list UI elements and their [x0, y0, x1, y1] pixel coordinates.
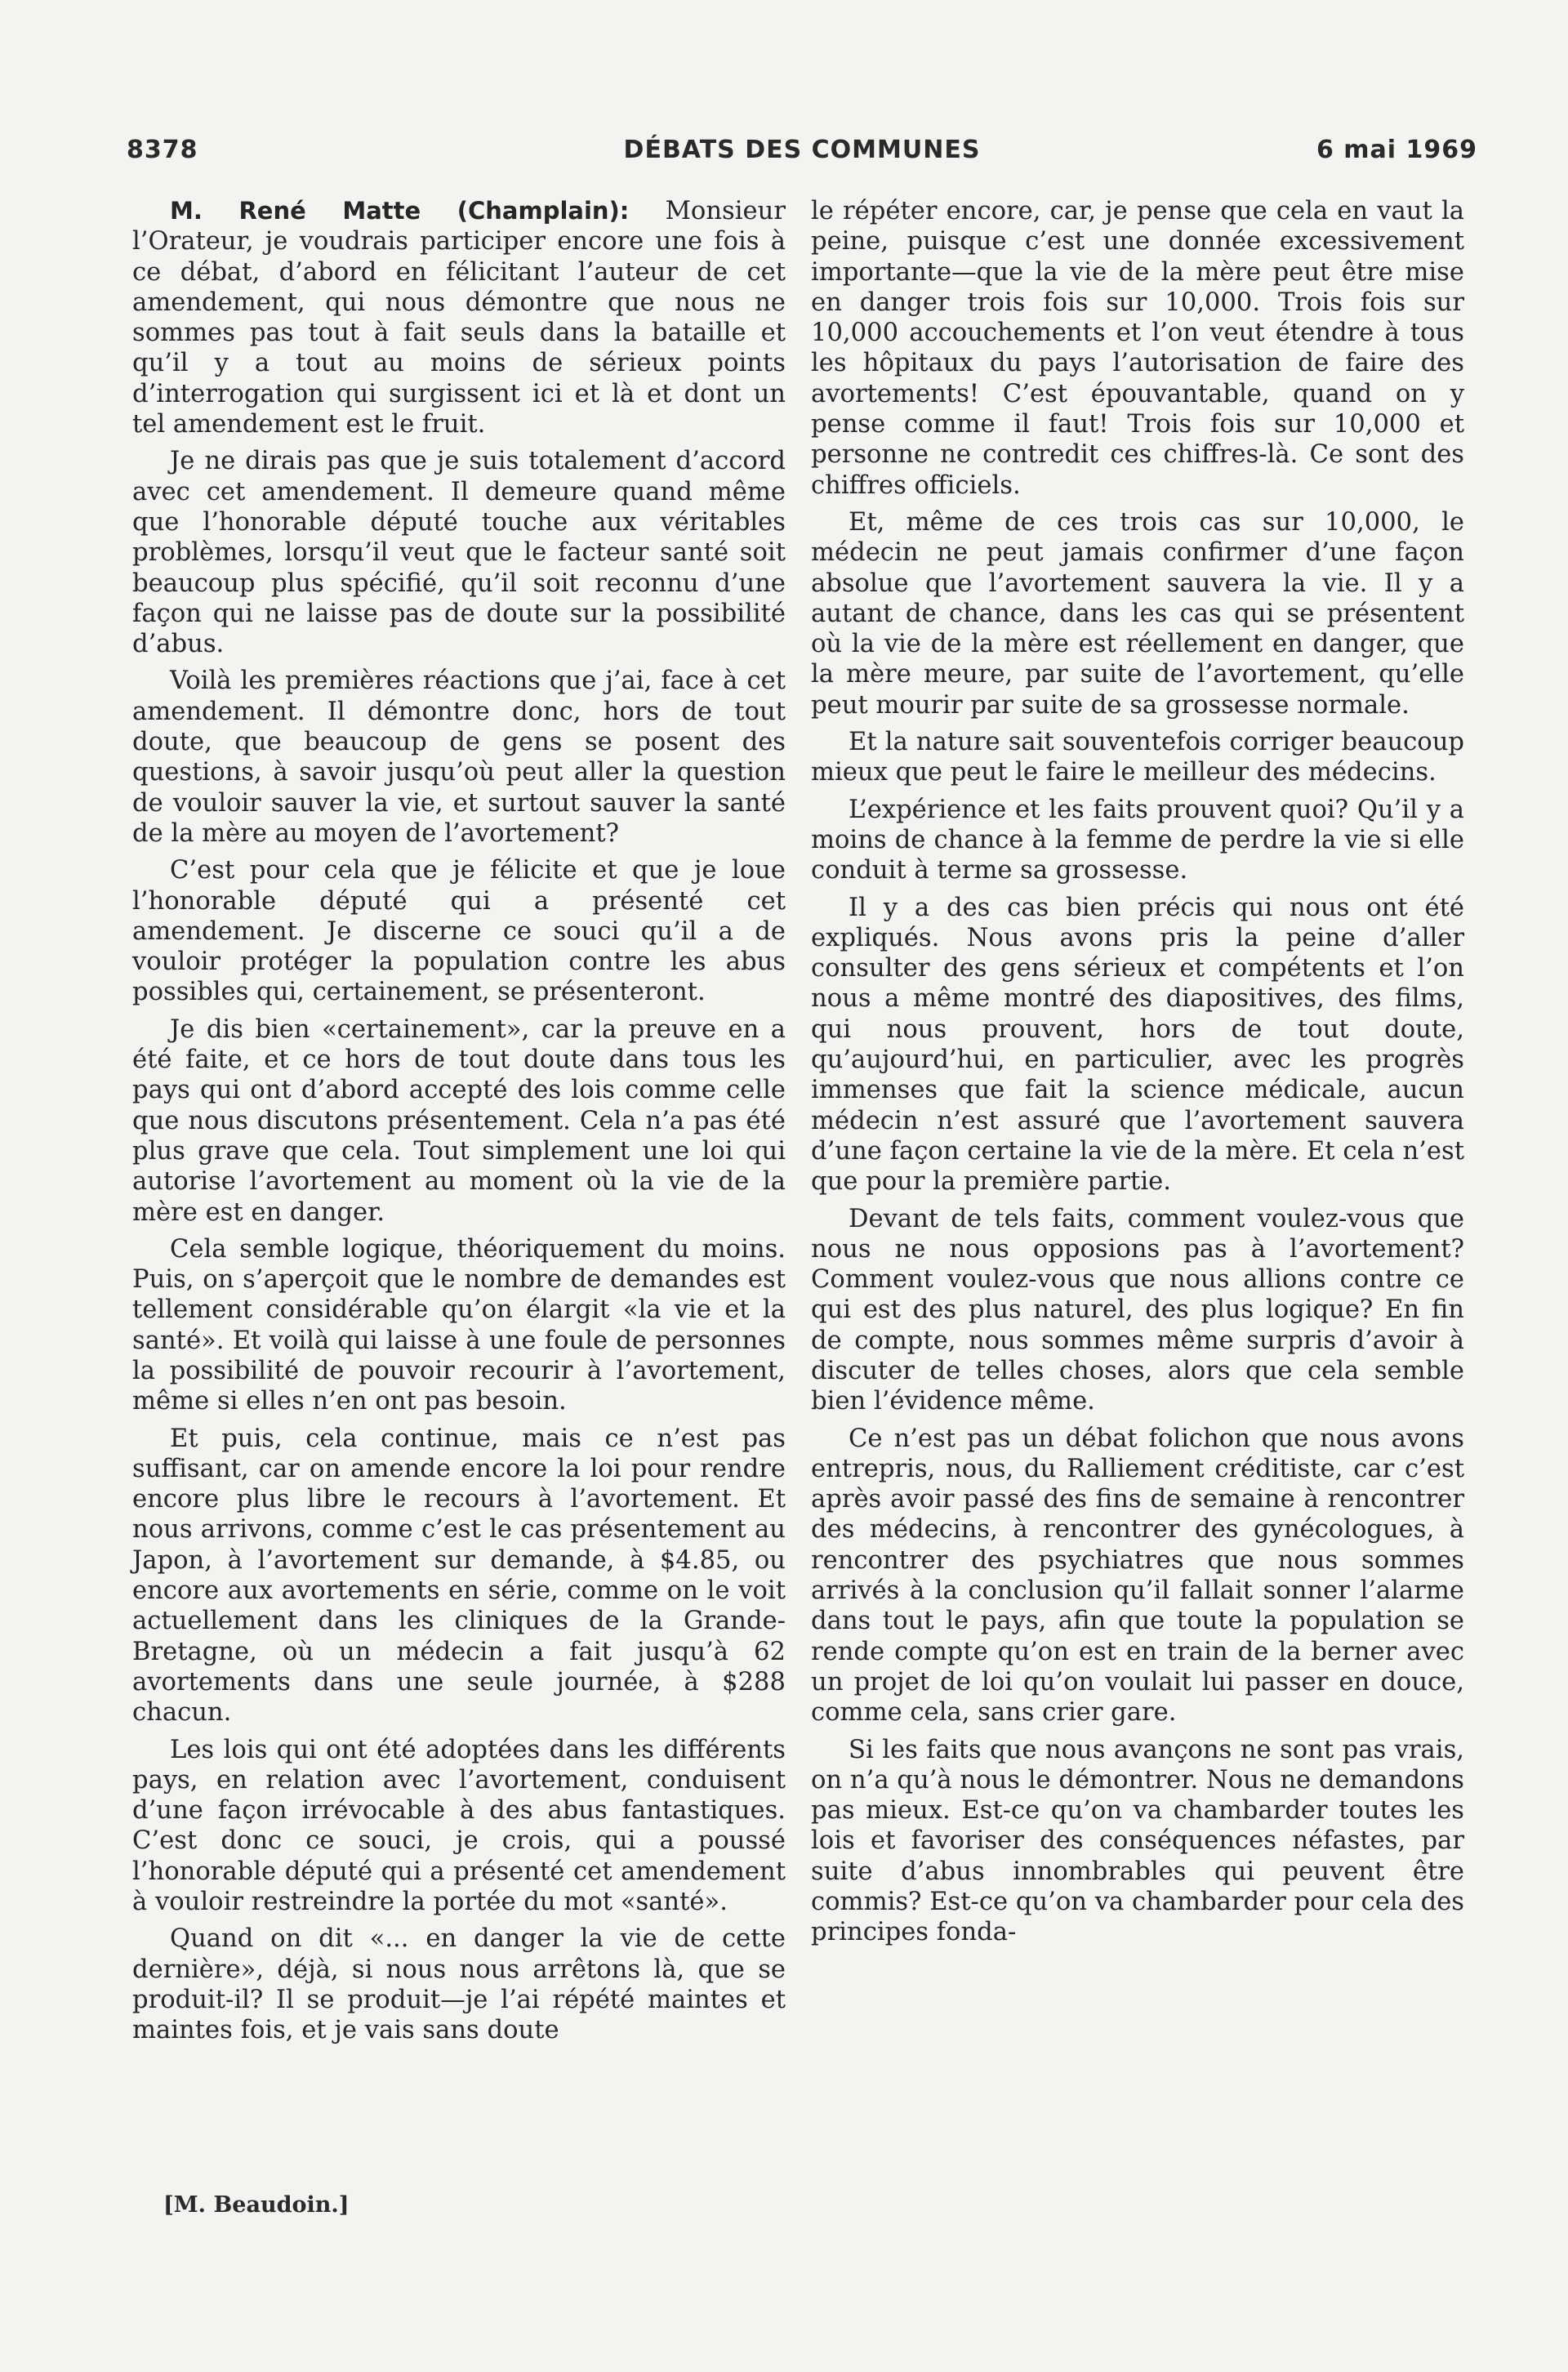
paragraph: Voilà les premières réactions que j’ai, face à cet amendement. Il démontre donc, hors de tout doute, que beaucoup de gens se posent des questions, à savoir jusqu’où peut aller la question de vouloir sauver la vie, et surtout sauver la santé de la mère au moyen de l’avortement?: [132, 667, 786, 848]
publication-date: 6 mai 1969: [1316, 136, 1477, 164]
paragraph: L’expérience et les faits prouvent quoi? Qu’il y a moins de chance à la femme de perdre la vie si elle conduit à terme sa grossesse.: [811, 795, 1464, 885]
paragraph: Quand on dit «... en danger la vie de cette dernière», déjà, si nous nous arrêtons là, que se produit-il? Il se produit—je l’ai répété maintes et maintes fois, et je vais sans doute: [132, 1924, 786, 2045]
paragraph: Et, même de ces trois cas sur 10,000, le médecin ne peut jamais confirmer d’une façon absolue que l’avortement sauvera la vie. Il y a autant de chance, dans les cas qui se présentent où la vie de la mère est réellement en danger, que la mère meure, par suite de l’avortement, qu’elle peut mourir par suite de sa grossesse normale.: [811, 507, 1464, 720]
page-number: 8378: [127, 136, 198, 164]
speaker-name: M. René Matte (Champlain):: [170, 197, 630, 225]
paragraph: Ce n’est pas un débat folichon que nous avons entrepris, nous, du Ralliement créditiste, car c’est après avoir passé des fins de semaine à rencontrer des médecins, à rencontrer des gynécologues, à rencontrer des psychiatres que nous sommes arrivés à la conclusion qu’il fallait sonner l’alarme dans tout le pays, afin que toute la population se rende compte qu’on est en train de la berner avec un projet de loi qu’on voulait lui passer en douce, comme cela, sans crier gare.: [811, 1424, 1464, 1728]
paragraph: Si les faits que nous avançons ne sont pas vrais, on n’a qu’à nous le démontrer. Nous ne demandons pas mieux. Est-ce qu’on va chambarder toutes les lois et favoriser des conséquences néfastes, par suite d’abus innombrables qui peuvent être commis? Est-ce qu’on va chambarder pour cela des principes fonda-: [811, 1735, 1464, 1947]
paragraph-text: Monsieur l’Orateur, je voudrais participer encore une fois à ce débat, d’abord en félicitant l’auteur de cet amendement, qui nous démontre que nous ne sommes pas tout à fait seuls dans la bataille et qu’il y a tout au moins de sérieux points d’interrogation qui surgissent ici et là et dont un tel amendement est le fruit.: [132, 197, 786, 439]
publication-title: DÉBATS DES COMMUNES: [623, 136, 981, 164]
paragraph: Je ne dirais pas que je suis totalement d’accord avec cet amendement. Il demeure quand même que l’honorable député touche aux véritables problèmes, lorsqu’il veut que le facteur santé soit beaucoup plus spécifié, qu’il soit reconnu d’une façon qui ne laisse pas de doute sur la possibilité d’abus.: [132, 447, 786, 659]
footnote-speaker: [M. Beaudoin.]: [163, 2192, 350, 2218]
paragraph: Il y a des cas bien précis qui nous ont été expliqués. Nous avons pris la peine d’aller consulter des gens sérieux et compétents et l’on nous a même montré des diapositives, des films, qui nous prouvent, hors de tout doute, qu’aujourd’hui, en particulier, avec les progrès immenses que fait la science médicale, aucun médecin n’est assuré que l’avortement sauvera d’une façon certaine la vie de la mère. Et cela n’est que pour la première partie.: [811, 893, 1464, 1197]
paragraph: Les lois qui ont été adoptées dans les différents pays, en relation avec l’avortement, conduisent d’une façon irrévocable à des abus fantastiques. C’est donc ce souci, je crois, qui a poussé l’honorable député qui a présenté cet amendement à vouloir restreindre la portée du mot «santé».: [132, 1735, 786, 1917]
page-header: [127, 136, 1477, 168]
left-column: [132, 196, 786, 2053]
paragraph: [132, 196, 786, 439]
paragraph: Je dis bien «certainement», car la preuve en a été faite, et ce hors de tout doute dans tous les pays qui ont d’abord accepté des lois comme celle que nous discutons présentement. Cela n’a pas été plus grave que cela. Tout simplement une loi qui autorise l’avortement au moment où la vie de la mère est en danger.: [132, 1014, 786, 1227]
paragraph: Cela semble logique, théoriquement du moins. Puis, on s’aperçoit que le nombre de demandes est tellement considérable qu’on élargit «la vie et la santé». Et voilà qui laisse à une foule de personnes la possibilité de pouvoir recourir à l’avortement, même si elles n’en ont pas besoin.: [132, 1234, 786, 1416]
paragraph: Et puis, cela continue, mais ce n’est pas suffisant, car on amende encore la loi pour rendre encore plus libre le recours à l’avortement. Et nous arrivons, comme c’est le cas présentement au Japon, à l’avortement sur demande, à $4.85, ou encore aux avortements en série, comme on le voit actuellement dans les cliniques de la Grande-Bretagne, où un médecin a fait jusqu’à 62 avortements dans une seule journée, à $288 chacun.: [132, 1424, 786, 1728]
paragraph: Devant de tels faits, comment voulez-vous que nous ne nous opposions pas à l’avortement? Comment voulez-vous que nous allions contre ce qui est des plus naturel, des plus logique? En fin de compte, nous sommes même surpris d’avoir à discuter de telles choses, alors que cela semble bien l’évidence même.: [811, 1204, 1464, 1416]
right-column: [811, 196, 1464, 1955]
paragraph: Et la nature sait souventefois corriger beaucoup mieux que peut le faire le meilleur des médecins.: [811, 728, 1464, 787]
paragraph: C’est pour cela que je félicite et que je loue l’honorable député qui a présenté cet amendement. Je discerne ce souci qu’il a de vouloir protéger la population contre les abus possibles qui, certainement, se présenteront.: [132, 856, 786, 1007]
paragraph-continued: le répéter encore, car, je pense que cela en vaut la peine, puisque c’est une donnée excessivement importante—que la vie de la mère peut être mise en danger trois fois sur 10,000. Trois fois sur 10,000 accouchements et l’on veut étendre à tous les hôpitaux du pays l’autorisation de faire des avortements! C’est épouvantable, quand on y pense comme il faut! Trois fois sur 10,000 et personne ne contredit ces chiffres-là. Ce sont des chiffres officiels.: [811, 197, 1464, 500]
